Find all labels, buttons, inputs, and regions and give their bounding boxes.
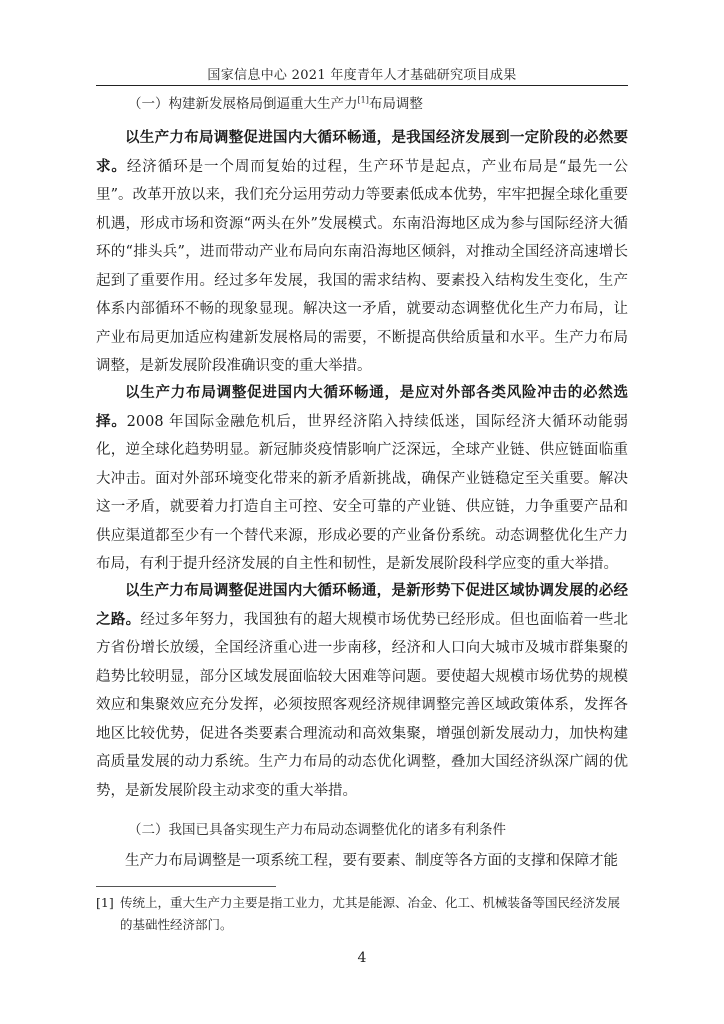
body-paragraph-4: 生产力布局调整是一项系统工程，要有要素、制度等各方面的支撑和保障才能 [125,853,618,869]
footnote-marker: [1] [96,895,114,910]
section-heading-1-text: （一）构建新发展格局倒逼重大生产力 [128,96,358,112]
paragraph-1-text: 经济循环是一个周而复始的过程，生产环节是起点，产业布局是“最先一公里”。改革开放以来，我们充分运用劳动力等要素低成本优势，牢牢把握全球化重要机遇，形成市场和资源“两头在外”发展模式。东南沿海地区成为参与国际经济大循环的“排头兵”，进而带动产业布局向东南沿海地区倾斜，对推动全国经济高速增长起到了重要作用。经过多年发展，我国的需求结构、要素投入结构发生变化，生产体系内部循环不畅的现象显现。解决这一矛盾，就要动态调整优化生产力布局，让产业布局更加适应构建新发展格局的需要，不断提高供给质量和水平。生产力布局调整，是新发展阶段准确识变的重大举措。 [96,158,628,374]
footnote-reference[interactable]: [1] [357,95,369,105]
section-heading-1-suffix: 布局调整 [368,96,423,112]
footnote-rule [96,886,276,887]
page-header: 国家信息中心 2021 年度青年人才基础研究项目成果 [207,68,517,83]
paragraph-2-text: 2008 年国际金融危机后，世界经济陷入持续低迷，国际经济大循环动能弱化，逆全球化趋势明显。新冠肺炎疫情影响广泛深远，全球产业链、供应链面临重大冲击。面对外部环境变化带来的新矛盾新挑战，确保产业链稳定至关重要。解决这一矛盾，就要着力打造自主可控、安全可靠的产业链、供应链，力争重要产品和供应渠道都至少有一个替代来源，形成必要的产业备份系统。动态调整优化生产力布局，有利于提升经济发展的自主性和韧性，是新发展阶段科学应变的重大举措。 [96,413,628,572]
paragraph-3-text: 经过多年努力，我国独有的超大规模市场优势已经形成。但也面临着一些北方省份增长放缓，全国经济重心进一步南移，经济和人口向大城市及城市群集聚的趋势比较明显，部分区域发展面临较大困难等问题。要使超大规模市场优势的规模效应和集聚效应充分发挥，必须按照客观经济规律调整完善区域政策体系，发挥各地区比较优势，促进各类要素合理流动和高效集聚，增强创新发展动力，加快构建高质量发展的动力系统。生产力布局的动态优化调整，叠加大国经济纵深广阔的优势，是新发展阶段主动求变的重大举措。 [96,611,628,799]
paragraph-3-lead: 以生产力布局调整促进国内大循环畅通，是新形势下促进区域协调发展的必经之路。 [96,582,628,628]
paragraph-2-lead: 以生产力布局调整促进国内大循环畅通，是应对外部各类风险冲击的必然选择。 [96,384,628,430]
section-heading-1 [128,92,628,112]
body-paragraph-3 [96,577,628,805]
page-number: 4 [357,950,367,966]
section-heading-2: （二）我国已具备实现生产力布局动态调整优化的诸多有利条件 [128,822,506,838]
footnote [96,892,628,936]
header-rule [96,85,628,86]
body-paragraph-2 [96,379,628,579]
footnote-text: 传统上，重大生产力主要是指工业力，尤其是能源、冶金、化工、机械装备等国民经济发展的基础性经济部门。 [120,895,621,932]
body-paragraph-1 [96,124,628,381]
paragraph-1-lead: 以生产力布局调整促进国内大循环畅通，是我国经济发展到一定阶段的必然要求。 [96,129,628,175]
